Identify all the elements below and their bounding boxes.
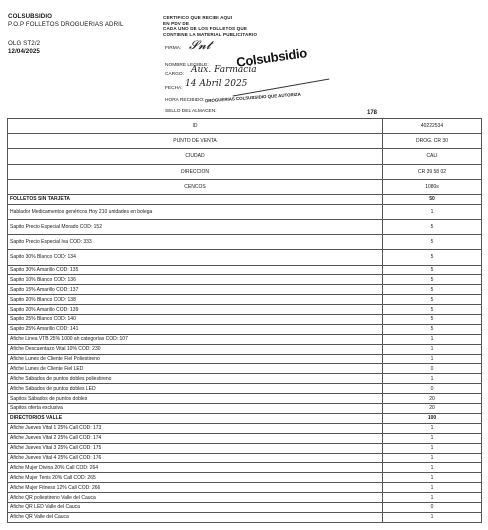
row-label: Sapito 25% Amarillo COD: 141: [8, 324, 383, 334]
row-label: Afiche Mujer Fitness 12% Call COD: 266: [8, 483, 383, 493]
row-label: Afiche Linea VTB 25% 1000 ah categorías COD: 107: [8, 334, 383, 344]
item-row: [8, 453, 482, 463]
company-name: COLSUBSIDIO: [8, 13, 53, 20]
row-value: 1: [383, 443, 482, 453]
row-value: 40222534: [383, 119, 482, 134]
cert-line: CADA UNO DE LOS FOLLETOS QUE: [163, 26, 248, 32]
row-label: Afiche QR LED Valle del Cauca: [8, 502, 383, 512]
item-row: [8, 463, 482, 473]
row-value: 5: [383, 220, 482, 235]
row-value: 1: [383, 354, 482, 364]
item-row: [8, 483, 482, 493]
info-row: [8, 149, 482, 164]
item-row: [8, 433, 482, 443]
row-label: Afiche Jueves Vital 3 25% Call COD: 175: [8, 443, 383, 453]
row-value: 1: [383, 473, 482, 483]
row-label: DIRECCION: [8, 164, 383, 179]
fecha-value: 14 Abril 2025: [185, 79, 248, 89]
row-value: 5: [383, 265, 482, 275]
row-value: 5: [383, 235, 482, 250]
cert-line: EN PDV DE: [163, 20, 190, 26]
row-label: Afiche Descuentazo Vital 10% COD: 230: [8, 344, 383, 354]
row-label: Sapito 20% Amarillo COD: 139: [8, 305, 383, 315]
nombre-label: NOMBRE LEGIBLE:: [165, 63, 209, 68]
row-label: Sapito Precio Especial Morado COD: 152: [8, 220, 383, 235]
row-value: 5: [383, 285, 482, 295]
row-label: CIUDAD: [8, 149, 383, 164]
row-value: 1: [383, 334, 482, 344]
row-label: DIRECTORIOS VALLE: [8, 413, 383, 423]
row-label: Sapitos Sábados de puntos dobles: [8, 394, 383, 404]
row-label: PUNTO DE VENTA: [8, 134, 383, 149]
item-row: [8, 295, 482, 305]
section-row: [8, 413, 482, 423]
row-label: Afiche Mujer Tenis 20% Call COD: 265: [8, 473, 383, 483]
row-label: FOLLETOS SIN TARJETA: [8, 194, 383, 204]
row-value: 1: [383, 483, 482, 493]
row-label: Afiche QR poliestireno Valle del Cauca: [8, 493, 383, 503]
info-row: [8, 179, 482, 194]
item-row: [8, 344, 482, 354]
row-value: 50: [383, 194, 482, 204]
row-label: Afiche Jueves Vital 2 25% Call COD: 174: [8, 433, 383, 443]
row-label: Afiche Mujer Divina 20% Call COD: 264: [8, 463, 383, 473]
firma-label: FIRMA:: [165, 46, 182, 51]
item-row: [8, 473, 482, 483]
row-label: Sapito 20% Blanco COD: 138: [8, 295, 383, 305]
row-value: 1: [383, 433, 482, 443]
row-label: Sapito 25% Blanco COD: 140: [8, 315, 383, 325]
row-label: Afiche Jueves Vital 1 25% Call COD: 173: [8, 423, 383, 433]
row-value: 1: [383, 512, 482, 522]
item-row: [8, 404, 482, 414]
item-row: [8, 275, 482, 285]
item-row: [8, 384, 482, 394]
row-value: 1080s: [383, 179, 482, 194]
cert-line: CONTIENE LA MATERIAL PUBLICITARIO: [163, 32, 258, 38]
row-label: Sapitos oferta exclusiva: [8, 404, 383, 414]
colsubsidio-stamp-logo: Colsubsidio: [235, 45, 308, 70]
info-row: [8, 164, 482, 179]
info-row: [8, 134, 482, 149]
row-label: Sapito Precio Especial Iva COD: 333: [8, 235, 383, 250]
row-value: 100: [383, 413, 482, 423]
delivery-table: [7, 118, 482, 523]
row-value: 1: [383, 344, 482, 354]
document-subtitle: P.O.P FOLLETOS DROGUERIAS ADRIL: [8, 21, 124, 29]
row-value: DROG. CR 30: [383, 134, 482, 149]
row-value: 1: [383, 493, 482, 503]
signature: 𝓢𝓷𝓽: [189, 38, 211, 52]
document-code: OLG ST2/2: [8, 39, 41, 47]
row-value: 0: [383, 502, 482, 512]
item-row: [8, 423, 482, 433]
row-value: 5: [383, 315, 482, 325]
row-value: CR 39 58 02: [383, 164, 482, 179]
row-label: Afiche Sábados de puntos dobles LED: [8, 384, 383, 394]
item-row: [8, 354, 482, 364]
row-value: 1: [383, 463, 482, 473]
row-label: CENCOS: [8, 179, 383, 194]
row-label: Afiche Lunes de Cliente Fiel LED: [8, 364, 383, 374]
item-row: [8, 334, 482, 344]
item-row: [8, 250, 482, 265]
document-date: 12/04/2025: [8, 48, 40, 56]
row-label: Sapito 15% Amarillo COD: 137: [8, 285, 383, 295]
row-value: 0: [383, 364, 482, 374]
info-row: [8, 119, 482, 134]
stamp-caption: DROGUERIAS COLSUBSIDIO QUE AUTORIZA: [204, 91, 301, 104]
row-label: Afiche Sábados de puntos dobles poliestireno: [8, 374, 383, 384]
row-label: Afiche Jueves Vital 4 25% Call COD: 176: [8, 453, 383, 463]
row-label: Afiche Lunes de Cliente Fiel Poliestireno: [8, 354, 383, 364]
row-value: 1: [383, 423, 482, 433]
document-number: 178: [367, 110, 378, 116]
cert-line: CERTIFICO QUE RECIBI AQUI: [163, 15, 233, 20]
item-row: [8, 374, 482, 384]
item-row: [8, 220, 482, 235]
fecha-label: FECHA:: [165, 86, 183, 91]
cargo-label: CARGO:: [165, 72, 184, 77]
item-row: [8, 512, 482, 522]
row-value: 5: [383, 295, 482, 305]
row-label: ID: [8, 119, 383, 134]
row-value: 5: [383, 250, 482, 265]
row-value: 1: [383, 204, 482, 219]
item-row: [8, 315, 482, 325]
row-value: 1: [383, 453, 482, 463]
row-value: 20: [383, 394, 482, 404]
row-label: Sapito 10% Blanco COD: 136: [8, 275, 383, 285]
row-label: Sapito 30% Amarillo COD: 135: [8, 265, 383, 275]
section-row: [8, 194, 482, 204]
item-row: [8, 265, 482, 275]
item-row: [8, 204, 482, 219]
row-value: 1: [383, 374, 482, 384]
item-row: [8, 493, 482, 503]
row-value: 20: [383, 404, 482, 414]
item-row: [8, 443, 482, 453]
row-value: 0: [383, 384, 482, 394]
cargo-value: Aux. Farmacia: [191, 65, 257, 75]
item-row: [8, 305, 482, 315]
header-left: [8, 13, 124, 56]
row-label: Afiche QR Valle del Cauca: [8, 512, 383, 522]
hora-label: HORA RECIBIDO:: [165, 98, 205, 103]
item-row: [8, 285, 482, 295]
item-row: [8, 364, 482, 374]
row-label: Sapito 30% Blanco COD: 134: [8, 250, 383, 265]
row-value: 5: [383, 275, 482, 285]
item-row: [8, 324, 482, 334]
certification-text: [163, 15, 257, 38]
item-row: [8, 235, 482, 250]
sello-label: SELLO DEL ALMACEN:: [165, 109, 217, 114]
row-value: 5: [383, 305, 482, 315]
item-row: [8, 394, 482, 404]
row-value: CALI: [383, 149, 482, 164]
row-label: Hablador Medicamentos genéricos Hoy 210 unidades en bolega: [8, 204, 383, 219]
row-value: 5: [383, 324, 482, 334]
item-row: [8, 502, 482, 512]
